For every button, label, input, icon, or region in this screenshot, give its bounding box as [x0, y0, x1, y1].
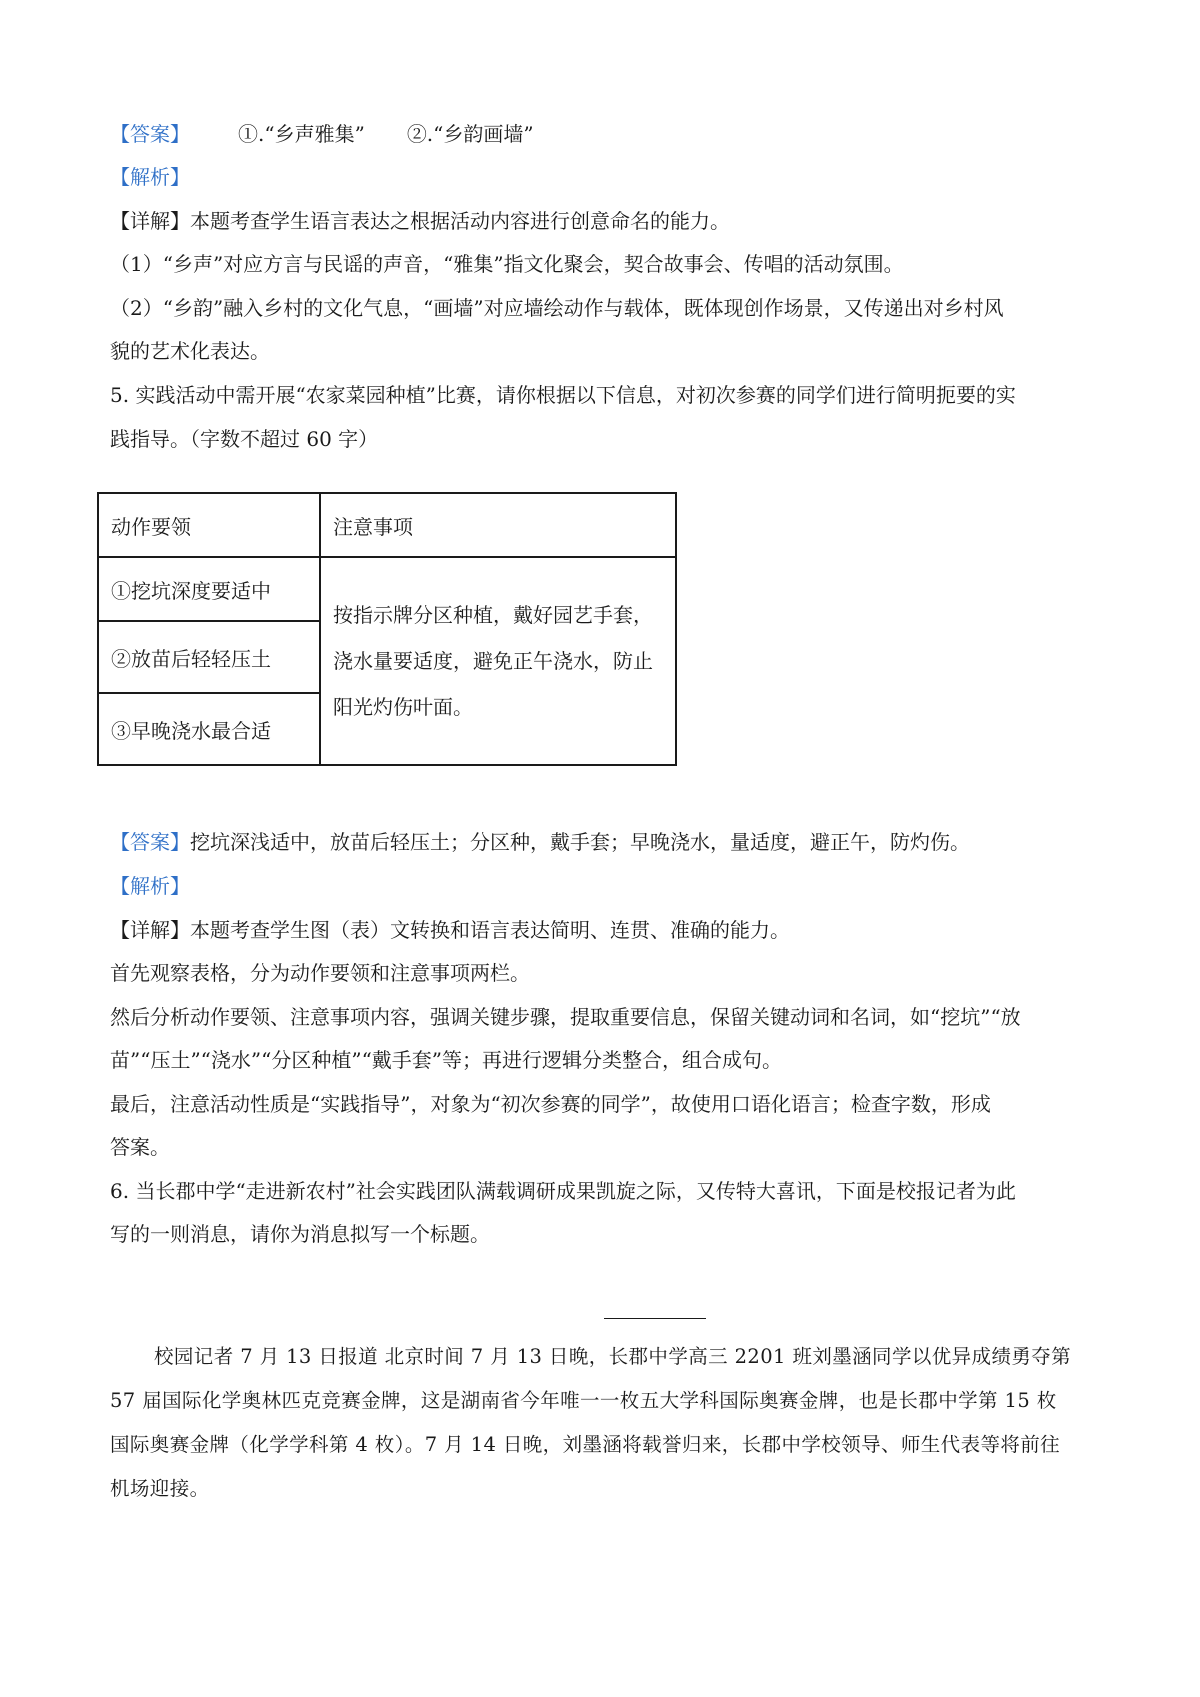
- notes-line: 浇水量要适度，避免正午浇水，防止: [333, 649, 653, 673]
- detail-tag: 【详解】: [110, 918, 190, 942]
- news-line-1: 校园记者 7 月 13 日报道 北京时间 7 月 13 日晚，长郡中学高三 2201 班刘墨涵同学以优异成绩勇夺第: [154, 1345, 1072, 1368]
- analysis-tag: 【解析】: [110, 165, 190, 189]
- q6-question-line-1: 6. 当长郡中学“走进新农村”社会实践团队满载调研成果凯旋之际，又传特大喜讯，下面是校报记者为此: [110, 1179, 1016, 1203]
- q4-point-1: （1）“乡声”对应方言与民谣的声音，“雅集”指文化聚会，契合故事会、传唱的活动氛围。: [110, 252, 904, 276]
- q4-analysis-tag-line: [110, 163, 1100, 191]
- answer-text: 挖坑深浅适中，放苗后轻压土；分区种，戴手套；早晚浇水，量适度，避正午，防灼伤。: [190, 830, 970, 854]
- q4-point-2-line-2: 貌的艺术化表达。: [110, 339, 270, 363]
- notes-line: 按指示牌分区种植，戴好园艺手套，: [333, 603, 653, 627]
- q5-step-3-line-2: 答案。: [110, 1135, 170, 1159]
- answer-tag: 【答案】: [110, 830, 190, 854]
- detail-tag: 【详解】: [110, 209, 190, 233]
- notes-line: 阳光灼伤叶面。: [333, 695, 473, 719]
- q4-point-2-line-1: （2）“乡韵”融入乡村的文化气息，“画墙”对应墙绘动作与载体，既体现创作场景，又传递出对乡村风: [110, 296, 1004, 320]
- q5-answer-line: [110, 828, 1100, 856]
- detail-text: 本题考查学生图（表）文转换和语言表达简明、连贯、准确的能力。: [190, 918, 790, 942]
- table-header-actions: 动作要领: [98, 493, 320, 557]
- q5-detail-line: [110, 916, 1100, 944]
- answer-option-1: ①.“乡声雅集”: [238, 122, 365, 146]
- news-line-4: 机场迎接。: [110, 1477, 210, 1500]
- q5-question-line-1: 5. 实践活动中需开展“农家菜园种植”比赛，请你根据以下信息，对初次参赛的同学们进行简明扼要的实: [110, 383, 1016, 407]
- table-row: [98, 557, 676, 621]
- q5-step-3-line-1: 最后，注意活动性质是“实践指导”，对象为“初次参赛的同学”，故使用口语化语言；检查字数，形成: [110, 1092, 991, 1116]
- detail-text: 本题考查学生语言表达之根据活动内容进行创意命名的能力。: [190, 209, 730, 233]
- table-action-cell: ①挖坑深度要适中: [98, 557, 320, 621]
- news-line-2: 57 届国际化学奥林匹克竞赛金牌，这是湖南省今年唯一一枚五大学科国际奥赛金牌，也是长郡中学第 15 枚: [110, 1389, 1057, 1412]
- table-header-notes: 注意事项: [320, 493, 676, 557]
- q5-analysis-tag-line: [110, 872, 1100, 900]
- q4-detail-line: [110, 207, 1100, 235]
- table-notes-cell: [320, 557, 676, 765]
- table-action-cell: ②放苗后轻轻压土: [98, 621, 320, 693]
- table-action-cell: ③早晚浇水最合适: [98, 693, 320, 765]
- news-line-3: 国际奥赛金牌（化学学科第 4 枚）。7 月 14 日晚，刘墨涵将载誉归来，长郡中学校领导、师生代表等将前往: [110, 1433, 1061, 1456]
- q5-question-line-2: 践指导。（字数不超过 60 字）: [110, 427, 379, 451]
- table-header-row: [98, 493, 676, 557]
- q5-step-1: 首先观察表格，分为动作要领和注意事项两栏。: [110, 961, 530, 985]
- title-blank-line: [604, 1318, 706, 1319]
- answer-tag: 【答案】: [110, 122, 190, 146]
- planting-guide-table: [97, 492, 677, 766]
- q4-answer-line: [110, 120, 1100, 148]
- q5-step-2-line-2: 苗”“压土”“浇水”“分区种植”“戴手套”等；再进行逻辑分类整合，组合成句。: [110, 1048, 783, 1072]
- analysis-tag: 【解析】: [110, 874, 190, 898]
- answer-option-2: ②.“乡韵画墙”: [406, 122, 534, 146]
- q6-question-line-2: 写的一则消息，请你为消息拟写一个标题。: [110, 1222, 490, 1246]
- q5-step-2-line-1: 然后分析动作要领、注意事项内容，强调关键步骤，提取重要信息，保留关键动词和名词，如“挖坑”“放: [110, 1005, 1021, 1029]
